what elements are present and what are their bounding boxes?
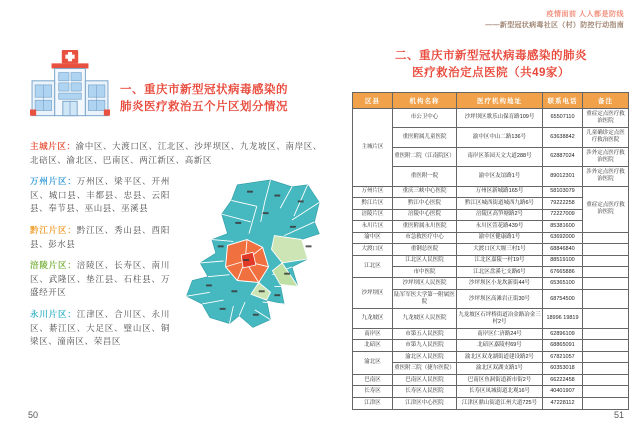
table-cell-phone: 85381600 — [543, 221, 583, 232]
table-cell-dist: 江北区 — [353, 255, 393, 278]
header-slogan: 疫情面前 人人都是防线 — [546, 11, 624, 18]
district-section-label: 主城片区： — [30, 141, 76, 151]
table-cell-name: 涪陵中心医院 — [393, 209, 457, 220]
district-section-text: 黔江区、秀山县、酉阳县、彭水县 — [30, 224, 170, 249]
table-cell-name: 江北区人民医院 — [393, 255, 457, 266]
table-cell-addr: 永川区萱花路439号 — [457, 221, 543, 232]
table-cell-remark — [583, 266, 629, 277]
table-cell-addr: 沙坪坝区高滩岩正街30号 — [457, 289, 543, 309]
table-cell-name: 沙坪坝区人民医院 — [393, 278, 457, 289]
table-cell-remark — [583, 329, 629, 340]
table-cell-phone: 62887024 — [543, 147, 583, 167]
table-row — [353, 108, 629, 128]
header-guide-title: ——新型冠状病毒社区（村）防控行动指南 — [485, 21, 624, 29]
right-page-number: 51 — [613, 410, 624, 420]
table-cell-dist: 江津区 — [353, 397, 393, 409]
table-cell-addr: 万州区新城路165号 — [457, 186, 543, 197]
table-cell-phone: 88519100 — [543, 255, 583, 266]
table-cell-phone: 72227009 — [543, 209, 583, 220]
district-sections-bottom — [30, 175, 322, 349]
right-page-title — [352, 48, 630, 83]
table-row — [353, 351, 629, 362]
table-cell-dist: 渝北区 — [353, 351, 393, 374]
table-row — [353, 340, 629, 351]
table-cell-name: 巴南区人民医院 — [393, 374, 457, 385]
table-row — [353, 266, 629, 277]
table-cell-dist: 长寿区 — [353, 386, 393, 397]
table-cell-dist: 巴南区 — [353, 374, 393, 385]
district-section-text: 渝中区、大渡口区、江北区、沙坪坝区、九龙坡区、南岸区、北碚区、渝北区、巴南区、两江新区、高新区 — [30, 141, 322, 165]
table-cell-addr: 江北区盘溪七支路6号 — [457, 266, 543, 277]
table-cell-dist: 九龙坡区 — [353, 309, 393, 329]
table-header-cell: 医疗机构地址 — [457, 92, 543, 108]
district-section-text: 涪陵区、长寿区、南川区、武隆区、垫江县、石柱县、万盛经开区 — [30, 260, 170, 298]
table-cell-name: 市急救医疗中心 — [393, 232, 457, 243]
table-cell-remark: 涉外定点医疗救治医院 — [583, 167, 629, 187]
table-cell-name: 渝北区人民医院 — [393, 351, 457, 362]
table-cell-addr: 北碚区嘉陵村69号 — [457, 340, 543, 351]
table-cell-addr: 长寿区凤城街道北观16号 — [457, 386, 543, 397]
table-cell-phone: 40401907 — [543, 386, 583, 397]
table-cell-remark: 重症定点医疗救治医院 — [583, 108, 629, 128]
table-row — [353, 386, 629, 397]
table-cell-addr: 沙坪坝区小龙坎新街44号 — [457, 278, 543, 289]
table-cell-name: 重医附属永川医院 — [393, 221, 457, 232]
table-cell-dist: 涪陵片区 — [353, 209, 393, 220]
table-cell-phone: 58103079 — [543, 186, 583, 197]
district-section-label: 永川片区： — [30, 308, 77, 319]
table-cell-dist: 渝中区 — [353, 232, 393, 243]
table-header-cell: 联系电话 — [543, 92, 583, 108]
left-page-number: 50 — [28, 410, 39, 420]
district-section-label: 万州片区： — [30, 176, 77, 187]
table-cell-name: 黔江中心医院 — [393, 198, 457, 209]
table-header-cell: 机构名称 — [393, 92, 457, 108]
table-cell-dist: 主城片区 — [353, 108, 393, 186]
table-cell-phone: 47228112 — [543, 397, 583, 409]
table-cell-phone: 79222258 — [543, 198, 583, 209]
table-row — [353, 255, 629, 266]
table-cell-remark — [583, 386, 629, 397]
table-cell-remark: 重症定点医疗救治医院 — [583, 186, 629, 232]
table-header-row — [353, 92, 629, 108]
table-cell-phone: 62896109 — [543, 329, 583, 340]
left-title-line1: 一、重庆市新型冠状病毒感染的 — [120, 84, 288, 96]
table-cell-dist: 北碚区 — [353, 340, 393, 351]
table-cell-addr: 江津区鼎山街道江州大道725号 — [457, 397, 543, 409]
table-row — [353, 244, 629, 255]
table-row — [353, 147, 629, 167]
district-section — [30, 140, 322, 167]
table-row — [353, 128, 629, 148]
table-cell-dist: 大渡口区 — [353, 244, 393, 255]
district-section-text: 江津区、合川区、永川区、綦江区、大足区、璧山区、铜梁区、潼南区、荣昌区 — [30, 308, 170, 347]
table-cell-remark — [583, 289, 629, 309]
table-cell-remark — [583, 340, 629, 351]
table-row — [353, 397, 629, 409]
table-cell-phone: 68846840 — [543, 244, 583, 255]
table-cell-phone: 18996 19819 — [543, 309, 583, 329]
left-title-line2: 肺炎医疗救治五个片区划分情况 — [120, 100, 288, 113]
table-cell-phone: 65365100 — [543, 278, 583, 289]
left-page — [30, 50, 322, 357]
table-cell-phone: 67665886 — [543, 266, 583, 277]
table-cell-dist: 南岸区 — [353, 329, 393, 340]
running-header — [485, 10, 624, 31]
table-cell-name: 市第五人民医院 — [393, 329, 457, 340]
table-cell-phone: 66222458 — [543, 374, 583, 385]
table-cell-remark — [583, 351, 629, 362]
chongqing-districts-map — [176, 177, 322, 345]
table-cell-dist: 永川片区 — [353, 221, 393, 232]
table-cell-remark — [583, 232, 629, 243]
hospital-table — [352, 92, 629, 410]
table-cell-addr: 南岸区仁济路24号 — [457, 329, 543, 340]
table-cell-name: 重医附一院 — [393, 167, 457, 187]
right-page — [352, 48, 630, 410]
right-title-line1: 二、重庆市新型冠状病毒感染的肺炎 — [395, 50, 587, 62]
table-cell-dist: 沙坪坝区 — [353, 278, 393, 309]
table-cell-addr: 渝北区双龙湖街道建设路2号 — [457, 351, 543, 362]
table-cell-phone: 63638842 — [543, 128, 583, 148]
table-cell-phone: 68865091 — [543, 340, 583, 351]
table-cell-name: 市公卫中心 — [393, 108, 457, 128]
table-cell-addr: 南岸区茶园天文大道288号 — [457, 147, 543, 167]
table-cell-phone: 89012301 — [543, 167, 583, 187]
table-row — [353, 374, 629, 385]
table-row — [353, 167, 629, 187]
table-cell-phone: 63692000 — [543, 232, 583, 243]
table-cell-remark — [583, 255, 629, 266]
table-row — [353, 278, 629, 289]
table-cell-name: 重医附二院（江南院区） — [393, 147, 457, 167]
table-cell-remark: 儿童确诊定点医疗救治医院 — [583, 128, 629, 148]
table-cell-phone: 60353018 — [543, 363, 583, 374]
hospital-building-icon — [30, 50, 110, 128]
table-cell-name: 重医附三院（捷尔医院） — [393, 363, 457, 374]
table-cell-addr: 渝北区双湖支路1号 — [457, 363, 543, 374]
table-cell-name: 江津区中心医院 — [393, 397, 457, 409]
table-cell-dist: 万州片区 — [353, 186, 393, 197]
left-page-title — [120, 82, 288, 115]
table-cell-remark — [583, 374, 629, 385]
table-cell-remark — [583, 397, 629, 409]
table-cell-addr: 渝中区友谊路1号 — [457, 167, 543, 187]
table-row — [353, 363, 629, 374]
table-cell-dist: 黔江片区 — [353, 198, 393, 209]
table-cell-name: 重庆三峡中心医院 — [393, 186, 457, 197]
table-cell-addr: 江北区嘉陵一村19号 — [457, 255, 543, 266]
table-row — [353, 186, 629, 197]
district-section-label: 涪陵片区： — [30, 260, 77, 271]
table-cell-remark — [583, 363, 629, 374]
table-cell-phone: 68754500 — [543, 289, 583, 309]
table-row — [353, 232, 629, 243]
table-cell-name: 九龙坡区人民医院 — [393, 309, 457, 329]
district-sections-top — [30, 140, 322, 167]
table-cell-name: 市第九人民医院 — [393, 340, 457, 351]
table-cell-phone: 67821057 — [543, 351, 583, 362]
table-cell-addr: 九龙坡区石坪桥街道冶金路冶金三村2号 — [457, 309, 543, 329]
table-cell-name: 陆军军医大学第一附属医院 — [393, 289, 457, 309]
district-section-text: 万州区、梁平区、开州区、城口县、丰都县、忠县、云阳县、奉节县、巫山县、巫溪县 — [30, 176, 170, 214]
table-cell-name: 重钢总医院 — [393, 244, 457, 255]
table-header-cell: 备注 — [583, 92, 629, 108]
table-cell-addr: 涪陵区高笋塘路2号 — [457, 209, 543, 220]
district-sections — [30, 140, 322, 349]
right-title-line2: 医疗救治定点医院（共49家） — [412, 67, 570, 80]
left-title-block — [30, 50, 322, 128]
table-cell-remark: 涉外定点医疗救治医院 — [583, 147, 629, 167]
table-header-cell: 区县 — [353, 92, 393, 108]
district-section-label: 黔江片区： — [30, 224, 77, 235]
table-cell-name: 重医附属儿童医院 — [393, 128, 457, 148]
table-cell-name: 长寿区人民医院 — [393, 386, 457, 397]
table-cell-addr: 渝中区中山二路136号 — [457, 128, 543, 148]
table-cell-addr: 大渡口区大堰三村1号 — [457, 244, 543, 255]
table-cell-name: 市中医院 — [393, 266, 457, 277]
table-row — [353, 289, 629, 309]
table-cell-addr: 渝中区健康路1号 — [457, 232, 543, 243]
table-cell-remark — [583, 244, 629, 255]
table-cell-addr: 沙坪坝区歌乐山保育路109号 — [457, 108, 543, 128]
table-cell-remark — [583, 309, 629, 329]
table-cell-phone: 65507110 — [543, 108, 583, 128]
table-cell-addr: 巴南区鱼洞街道新市街2号 — [457, 374, 543, 385]
table-row — [353, 329, 629, 340]
table-cell-remark — [583, 278, 629, 289]
table-cell-addr: 黔江区城西街道城西九路6号 — [457, 198, 543, 209]
table-row — [353, 309, 629, 329]
